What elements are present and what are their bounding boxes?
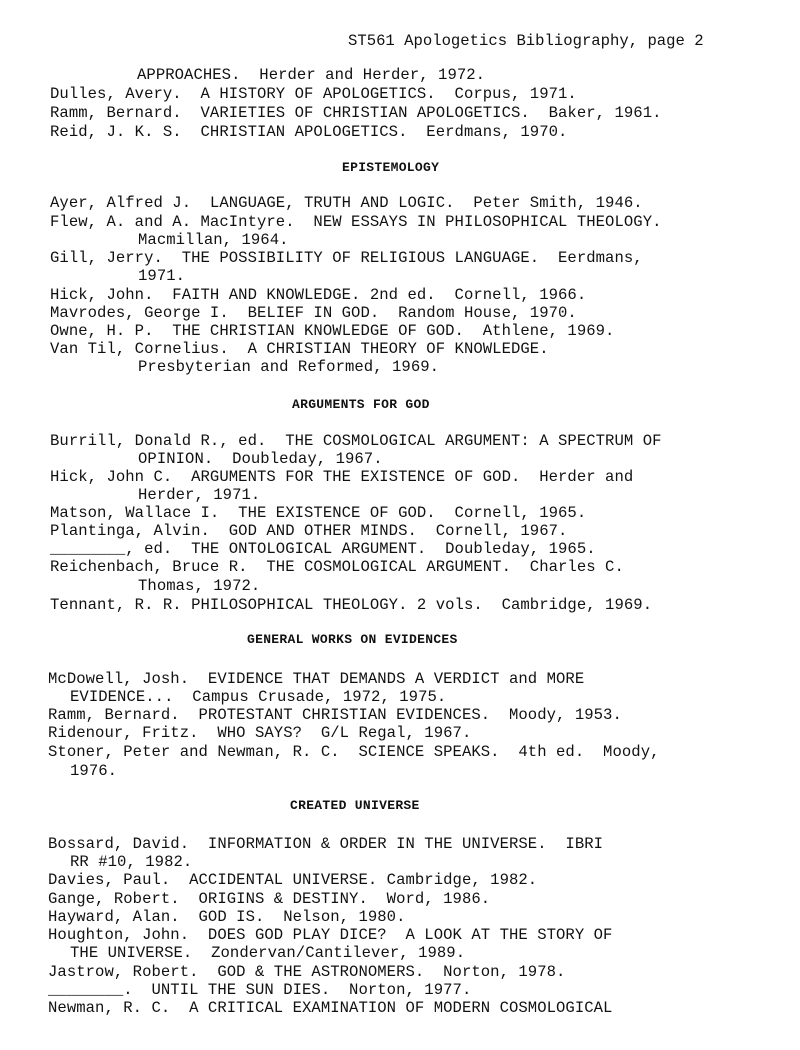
entry-line: Jastrow, Robert. GOD & THE ASTRONOMERS. Norton, 1978. <box>48 963 566 981</box>
entry-line-continued: THE UNIVERSE. Zondervan/Cantilever, 1989. <box>70 944 466 962</box>
page-header: ST561 Apologetics Bibliography, page 2 <box>348 32 704 50</box>
section-heading-general-works: GENERAL WORKS ON EVIDENCES <box>247 632 458 647</box>
entry-line: Davies, Paul. ACCIDENTAL UNIVERSE. Cambridge, 1982. <box>48 871 538 889</box>
entry-line: Hayward, Alan. GOD IS. Nelson, 1980. <box>48 908 406 926</box>
entry-line: Ramm, Bernard. PROTESTANT CHRISTIAN EVIDENCES. Moody, 1953. <box>48 706 622 724</box>
entry-line: Bossard, David. INFORMATION & ORDER IN THE UNIVERSE. IBRI <box>48 835 604 853</box>
entry-line: Ayer, Alfred J. LANGUAGE, TRUTH AND LOGIC. Peter Smith, 1946. <box>50 194 643 212</box>
entry-line: Gill, Jerry. THE POSSIBILITY OF RELIGIOUS LANGUAGE. Eerdmans, <box>50 249 643 267</box>
section-heading-arguments-for-god: ARGUMENTS FOR GOD <box>292 397 430 412</box>
entry-line: Matson, Wallace I. THE EXISTENCE OF GOD. Cornell, 1965. <box>50 504 587 522</box>
entry-line: Plantinga, Alvin. GOD AND OTHER MINDS. Cornell, 1967. <box>50 522 568 540</box>
entry-line: Van Til, Cornelius. A CHRISTIAN THEORY OF KNOWLEDGE. <box>50 340 549 358</box>
entry-line: Burrill, Donald R., ed. THE COSMOLOGICAL ARGUMENT: A SPECTRUM OF <box>50 432 662 450</box>
entry-line: Hick, John C. ARGUMENTS FOR THE EXISTENCE OF GOD. Herder and <box>50 468 634 486</box>
entry-line: Stoner, Peter and Newman, R. C. SCIENCE SPEAKS. 4th ed. Moody, <box>48 743 660 761</box>
entry-line-continued: Herder, 1971. <box>138 486 261 504</box>
entry-line-continued: 1976. <box>70 762 118 780</box>
entry-line-continued: EVIDENCE... Campus Crusade, 1972, 1975. <box>70 688 447 706</box>
entry-line: Tennant, R. R. PHILOSOPHICAL THEOLOGY. 2 vols. Cambridge, 1969. <box>50 596 653 614</box>
entry-line: McDowell, Josh. EVIDENCE THAT DEMANDS A VERDICT and MORE <box>48 670 585 688</box>
entry-line: ________, ed. THE ONTOLOGICAL ARGUMENT. Doubleday, 1965. <box>50 540 596 558</box>
entry-line: ________. UNTIL THE SUN DIES. Norton, 1977. <box>48 981 472 999</box>
entry-line-continued: OPINION. Doubleday, 1967. <box>138 450 383 468</box>
entry-line: Newman, R. C. A CRITICAL EXAMINATION OF MODERN COSMOLOGICAL <box>48 999 613 1017</box>
entry-line-continued: 1971. <box>138 267 186 285</box>
entry-line: Flew, A. and A. MacIntyre. NEW ESSAYS IN PHILOSOPHICAL THEOLOGY. <box>50 213 662 231</box>
entry-line: APPROACHES. Herder and Herder, 1972. <box>137 66 486 84</box>
section-heading-epistemology: EPISTEMOLOGY <box>342 160 440 175</box>
entry-line-continued: RR #10, 1982. <box>70 853 193 871</box>
section-heading-created-universe: CREATED UNIVERSE <box>290 798 420 813</box>
entry-line: Owne, H. P. THE CHRISTIAN KNOWLEDGE OF GOD. Athlene, 1969. <box>50 322 615 340</box>
entry-line: Reichenbach, Bruce R. THE COSMOLOGICAL ARGUMENT. Charles C. <box>50 558 624 576</box>
entry-line: Hick, John. FAITH AND KNOWLEDGE. 2nd ed. Cornell, 1966. <box>50 286 587 304</box>
entry-line-continued: Presbyterian and Reformed, 1969. <box>138 358 440 376</box>
entry-line: Houghton, John. DOES GOD PLAY DICE? A LOOK AT THE STORY OF <box>48 926 613 944</box>
entry-line-continued: Thomas, 1972. <box>138 577 261 595</box>
entry-line: Ridenour, Fritz. WHO SAYS? G/L Regal, 1967. <box>48 724 472 742</box>
entry-line: Gange, Robert. ORIGINS & DESTINY. Word, 1986. <box>48 890 491 908</box>
entry-line-continued: Macmillan, 1964. <box>138 231 289 249</box>
entry-line: Mavrodes, George I. BELIEF IN GOD. Random House, 1970. <box>50 304 577 322</box>
entry-line: Dulles, Avery. A HISTORY OF APOLOGETICS. Corpus, 1971. <box>50 85 577 103</box>
entry-line: Ramm, Bernard. VARIETIES OF CHRISTIAN APOLOGETICS. Baker, 1961. <box>50 104 662 122</box>
entry-line: Reid, J. K. S. CHRISTIAN APOLOGETICS. Eerdmans, 1970. <box>50 123 568 141</box>
